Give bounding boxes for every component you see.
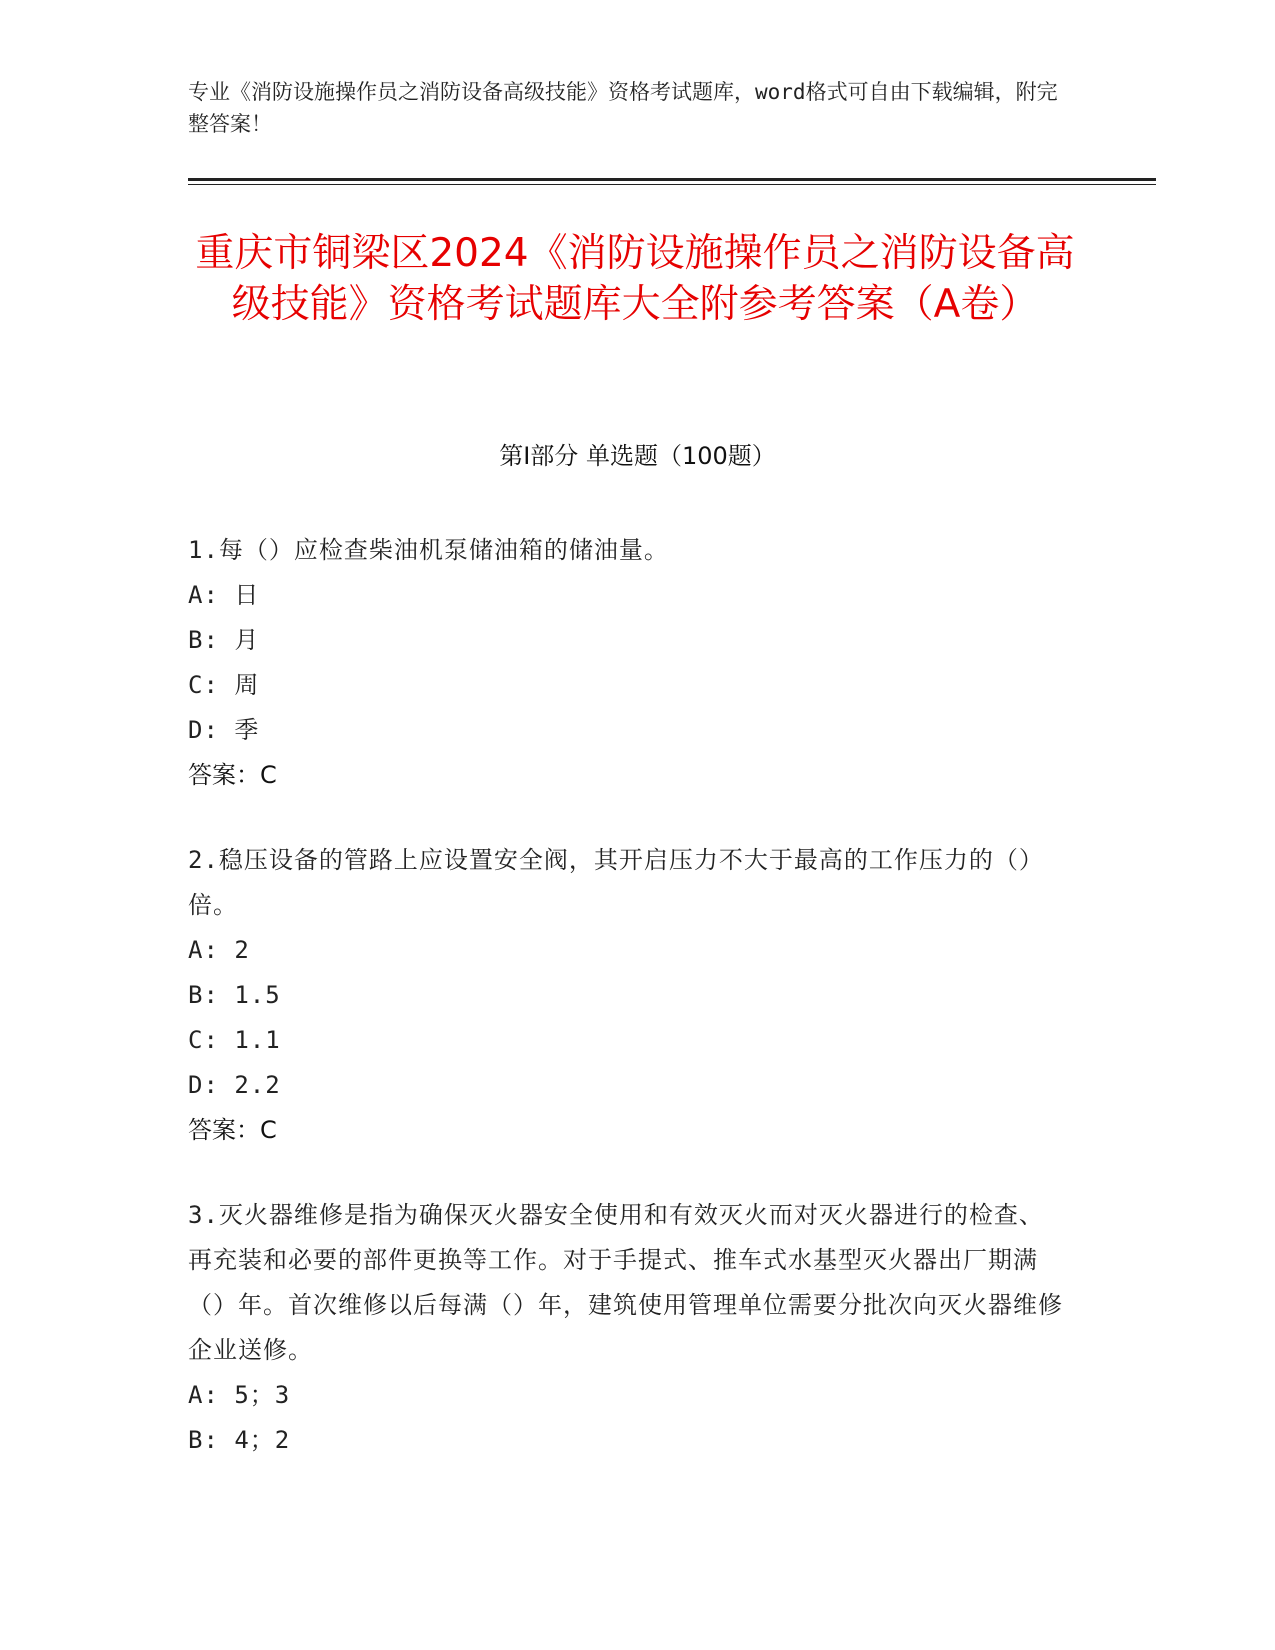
- option-b: B: 4；2: [188, 1426, 291, 1454]
- header-note: 专业《消防设施操作员之消防设备高级技能》资格考试题库，word格式可自由下载编辑，附完整答案！: [188, 80, 1058, 136]
- option-a: A: 日: [188, 581, 260, 609]
- section-heading: 第I部分 单选题（100题）: [499, 442, 776, 470]
- answer-line: 答案：C: [188, 761, 277, 789]
- question-text: 3.灭火器维修是指为确保灭火器安全使用和有效灭火而对灭火器进行的检查、再充装和必要的部件更换等工作。对于手提式、推车式水基型灭火器出厂期满（）年。首次维修以后每满（）年，建筑使用管理单位需要分批次向灭火器维修企业送修。: [188, 1201, 1063, 1364]
- question-item: [188, 1193, 1068, 1463]
- option-a: A: 5；3: [188, 1381, 291, 1409]
- option-b: B: 月: [188, 626, 260, 654]
- question-text: 2.稳压设备的管路上应设置安全阀，其开启压力不大于最高的工作压力的（）倍。: [188, 846, 1044, 919]
- header-divider-thin: [188, 184, 1156, 185]
- question-item: [188, 528, 1068, 798]
- option-a: A: 2: [188, 936, 250, 964]
- option-d: D: 2.2: [188, 1071, 281, 1099]
- document-title: 重庆市铜梁区2024《消防设施操作员之消防设备高级技能》资格考试题库大全附参考答案（A卷）: [195, 231, 1075, 327]
- question-item: [188, 838, 1068, 1153]
- option-d: D: 季: [188, 716, 260, 744]
- question-list: [188, 528, 1068, 1503]
- question-text: 1.每（）应检查柴油机泵储油箱的储油量。: [188, 536, 669, 564]
- option-b: B: 1.5: [188, 981, 281, 1009]
- answer-line: 答案：C: [188, 1116, 277, 1144]
- option-c: C: 1.1: [188, 1026, 281, 1054]
- option-c: C: 周: [188, 671, 260, 699]
- header-divider-thick: [188, 178, 1156, 181]
